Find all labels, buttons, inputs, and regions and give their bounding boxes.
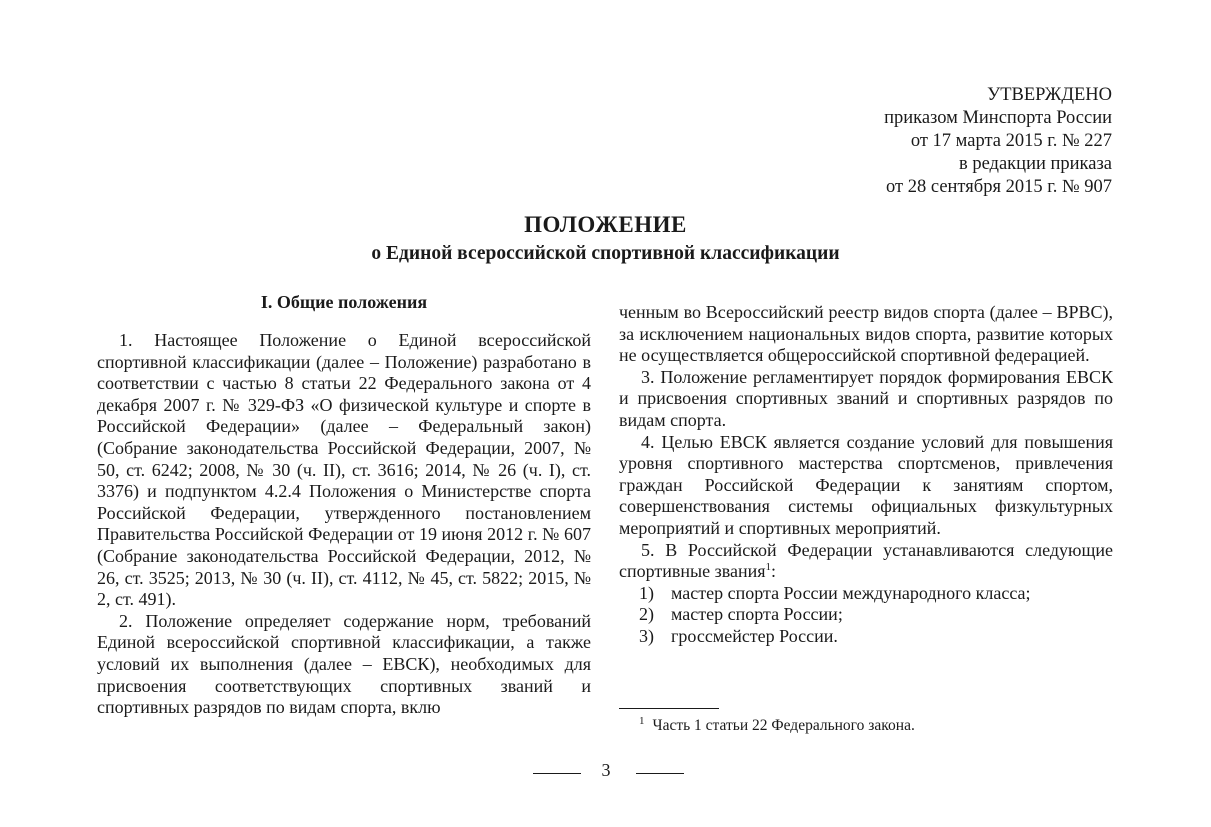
- approval-line-4: в редакции приказа: [958, 154, 1112, 174]
- list-item-text: гроссмейстер России.: [671, 625, 838, 646]
- paragraph-1: 1. Настоящее Положение о Единой всероссийской спортивной классификации (далее – Положение) разработано в соответствии с частью 8 статьи 22 Федерального закона от 4 декабря 2007 г. № 329-ФЗ «О физической культуре и спорте в Российской Федерации» (далее – Федеральный закон) (Собрание законодательства Российской Федерации, 2007, № 50, ст. 6242; 2008, № 30 (ч. II), ст. 3616; 2014, № 26 (ч. I), ст. 3376) и подпунктом 4.2.4 Положения о Министерстве спорта Российской Федерации, утвержденного постановлением Правительства Российской Федерации от 19 июня 2012 г. № 607 (Собрание законодательства Российской Федерации, 2012, № 26, ст. 3525; 2013, № 30 (ч. II), ст. 4112, № 45, ст. 5822; 2015, № 2, ст. 491).: [97, 330, 591, 610]
- list-item-text: мастер спорта России международного класса;: [671, 582, 1031, 603]
- title-block: [0, 210, 1211, 268]
- paragraph-4: 4. Целью ЕВСК является создание условий для повышения уровня спортивного мастерства спортсменов, привлечения граждан Российской Федерации к занятиям спортом, совершенствования системы официальных физкультурных мероприятий и спортивных мероприятий.: [619, 431, 1113, 538]
- approval-stamp: [884, 84, 1112, 199]
- paragraph-5: [619, 540, 1113, 583]
- list-item-number: 2): [639, 604, 654, 625]
- document-title: ПОЛОЖЕНИЕ: [524, 212, 687, 237]
- paragraph-2-continued: ченным во Всероссийский реестр видов спорта (далее – ВРВС), за исключением национальных видов спорта, развитие которых не осуществляется общероссийской спортивной федерацией.: [619, 302, 1113, 366]
- paragraph-3: 3. Положение регламентирует порядок формирования ЕВСК и присвоения спортивных званий и спортивных разрядов по видам спорта.: [619, 366, 1113, 430]
- approval-line-2: приказом Минспорта России: [884, 108, 1112, 128]
- footnote: [639, 716, 915, 736]
- paragraph-2: 2. Положение определяет содержание норм, требований Единой всероссийской спортивной классификации, а также условий их выполнения (далее – ЕВСК), необходимых для присвоения соответствующих спортивных званий и спортивных разрядов по видам спорта, вклю: [97, 610, 591, 718]
- section-heading: I. Общие положения: [260, 292, 428, 312]
- document-subtitle: о Единой всероссийской спортивной классификации: [371, 243, 840, 264]
- page-number-rule-left: [533, 773, 581, 774]
- list-item: [619, 583, 1113, 605]
- approval-line-5: от 28 сентября 2015 г. № 907: [886, 177, 1112, 197]
- left-column: [97, 290, 591, 719]
- page-number-rule-right: [636, 773, 684, 774]
- right-column: [619, 302, 1113, 648]
- paragraph-5-colon: :: [771, 561, 777, 582]
- approval-line-3: от 17 марта 2015 г. № 227: [910, 131, 1112, 151]
- approval-line-1: УТВЕРЖДЕНО: [987, 85, 1112, 105]
- paragraph-5-text: 5. В Российской Федерации устанавливаются следующие спортивные звания: [619, 539, 1113, 582]
- list-item: [619, 626, 1113, 648]
- footnote-reference[interactable]: 1: [765, 561, 772, 574]
- list-item: [619, 604, 1113, 626]
- footnote-divider: [619, 708, 719, 709]
- list-item-text: мастер спорта России;: [671, 604, 843, 625]
- page-number: 3: [601, 760, 611, 780]
- page-footer: [0, 758, 1211, 788]
- footnote-text: Часть 1 статьи 22 Федерального закона.: [652, 717, 915, 734]
- list-item-number: 3): [639, 625, 654, 646]
- list-item-number: 1): [639, 582, 654, 603]
- footnote-mark: 1: [639, 714, 645, 727]
